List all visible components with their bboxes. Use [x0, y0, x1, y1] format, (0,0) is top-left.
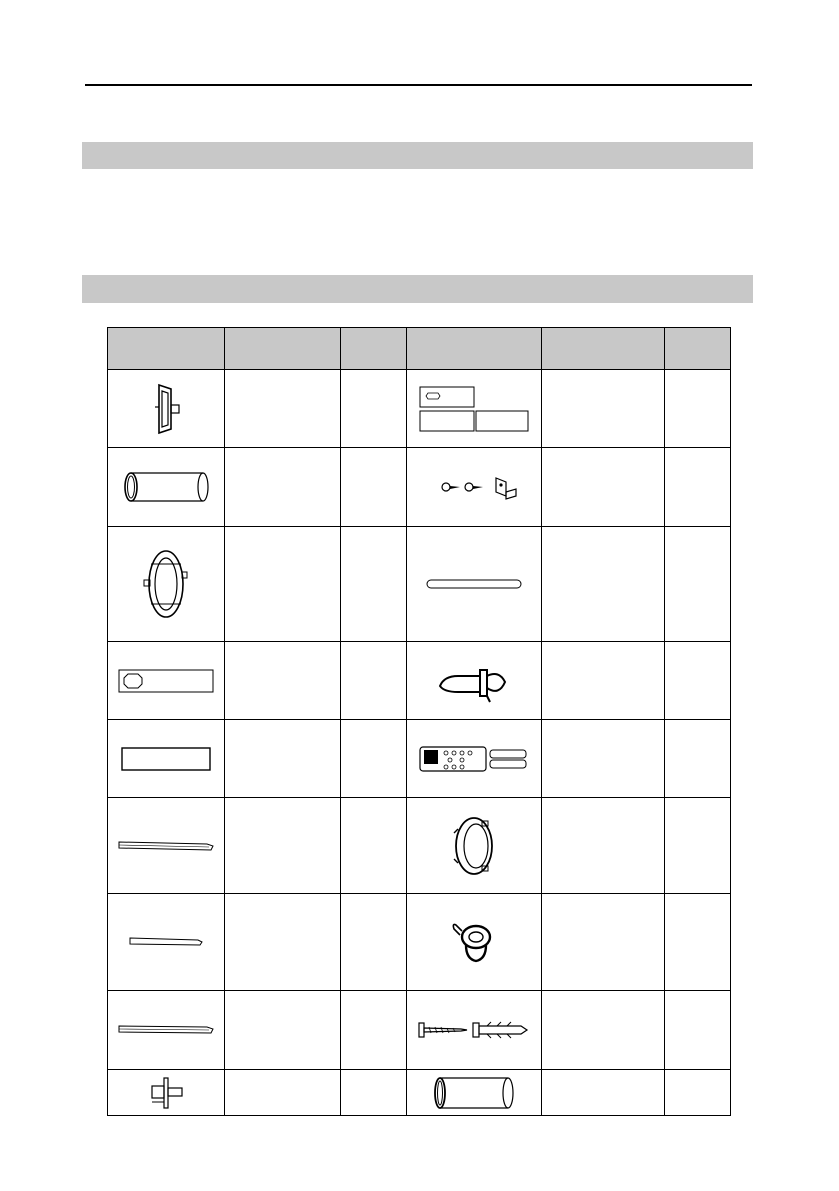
table-row — [108, 370, 731, 448]
header-part — [108, 328, 225, 370]
medium-rail-icon — [117, 1021, 215, 1039]
long-rail-icon — [117, 836, 215, 856]
table-row — [108, 1070, 731, 1116]
part-qty — [665, 894, 731, 991]
screw-and-anchor-icon — [417, 1018, 531, 1042]
part-qty — [341, 642, 407, 720]
table-row — [108, 527, 731, 642]
part-name — [542, 527, 665, 642]
part-name — [225, 894, 341, 991]
part-qty — [341, 894, 407, 991]
table-row — [108, 642, 731, 720]
accessories-table — [107, 327, 731, 1116]
section-band-2 — [82, 275, 753, 303]
table-row — [108, 894, 731, 991]
header-name — [225, 328, 341, 370]
part-name — [225, 1070, 341, 1116]
exhaust-adapter-icon — [141, 379, 191, 439]
part-qty — [341, 527, 407, 642]
pin-rod-icon — [424, 576, 524, 592]
part-name — [542, 1070, 665, 1116]
part-name — [225, 448, 341, 527]
remote-control-icon — [418, 744, 530, 774]
part-name — [542, 798, 665, 894]
window-panel-a-icon — [118, 668, 214, 694]
drain-plug-icon — [446, 917, 502, 967]
part-qty — [341, 720, 407, 798]
part-qty — [341, 991, 407, 1070]
part-qty — [665, 991, 731, 1070]
window-panel-b-icon — [120, 745, 212, 773]
header-qty — [341, 328, 407, 370]
part-name — [542, 370, 665, 448]
part-qty — [665, 642, 731, 720]
section-title-2 — [82, 275, 753, 285]
part-name — [225, 991, 341, 1070]
header-rule — [85, 84, 752, 86]
rivet-clip-icon — [434, 658, 514, 704]
screws-and-bracket-icon — [424, 472, 524, 502]
part-qty — [665, 1070, 731, 1116]
part-qty — [341, 448, 407, 527]
table-header-row — [108, 328, 731, 370]
part-name — [225, 642, 341, 720]
table-row — [108, 991, 731, 1070]
header-part-2 — [407, 328, 542, 370]
part-qty — [665, 798, 731, 894]
section-title-1 — [82, 142, 753, 152]
part-name — [542, 448, 665, 527]
short-rail-icon — [128, 934, 204, 950]
hose-connector-icon — [446, 811, 502, 881]
section-band-1 — [82, 142, 753, 169]
header-qty-2 — [665, 328, 731, 370]
window-adapter-icon — [141, 544, 191, 624]
part-name — [225, 527, 341, 642]
part-name — [225, 720, 341, 798]
part-qty — [665, 448, 731, 527]
table-row — [108, 720, 731, 798]
table-row — [108, 798, 731, 894]
table-row — [108, 448, 731, 527]
part-name — [542, 894, 665, 991]
sealing-foam-set-icon — [418, 384, 530, 434]
part-name — [225, 798, 341, 894]
part-name — [542, 720, 665, 798]
drain-connector-icon — [138, 1076, 194, 1110]
part-qty — [665, 720, 731, 798]
part-qty — [341, 798, 407, 894]
drain-hose-icon — [432, 1074, 516, 1112]
header-name-2 — [542, 328, 665, 370]
part-qty — [341, 370, 407, 448]
part-qty — [341, 1070, 407, 1116]
part-name — [542, 642, 665, 720]
part-name — [225, 370, 341, 448]
part-name — [542, 991, 665, 1070]
part-qty — [665, 370, 731, 448]
part-qty — [665, 527, 731, 642]
exhaust-hose-icon — [121, 467, 211, 507]
